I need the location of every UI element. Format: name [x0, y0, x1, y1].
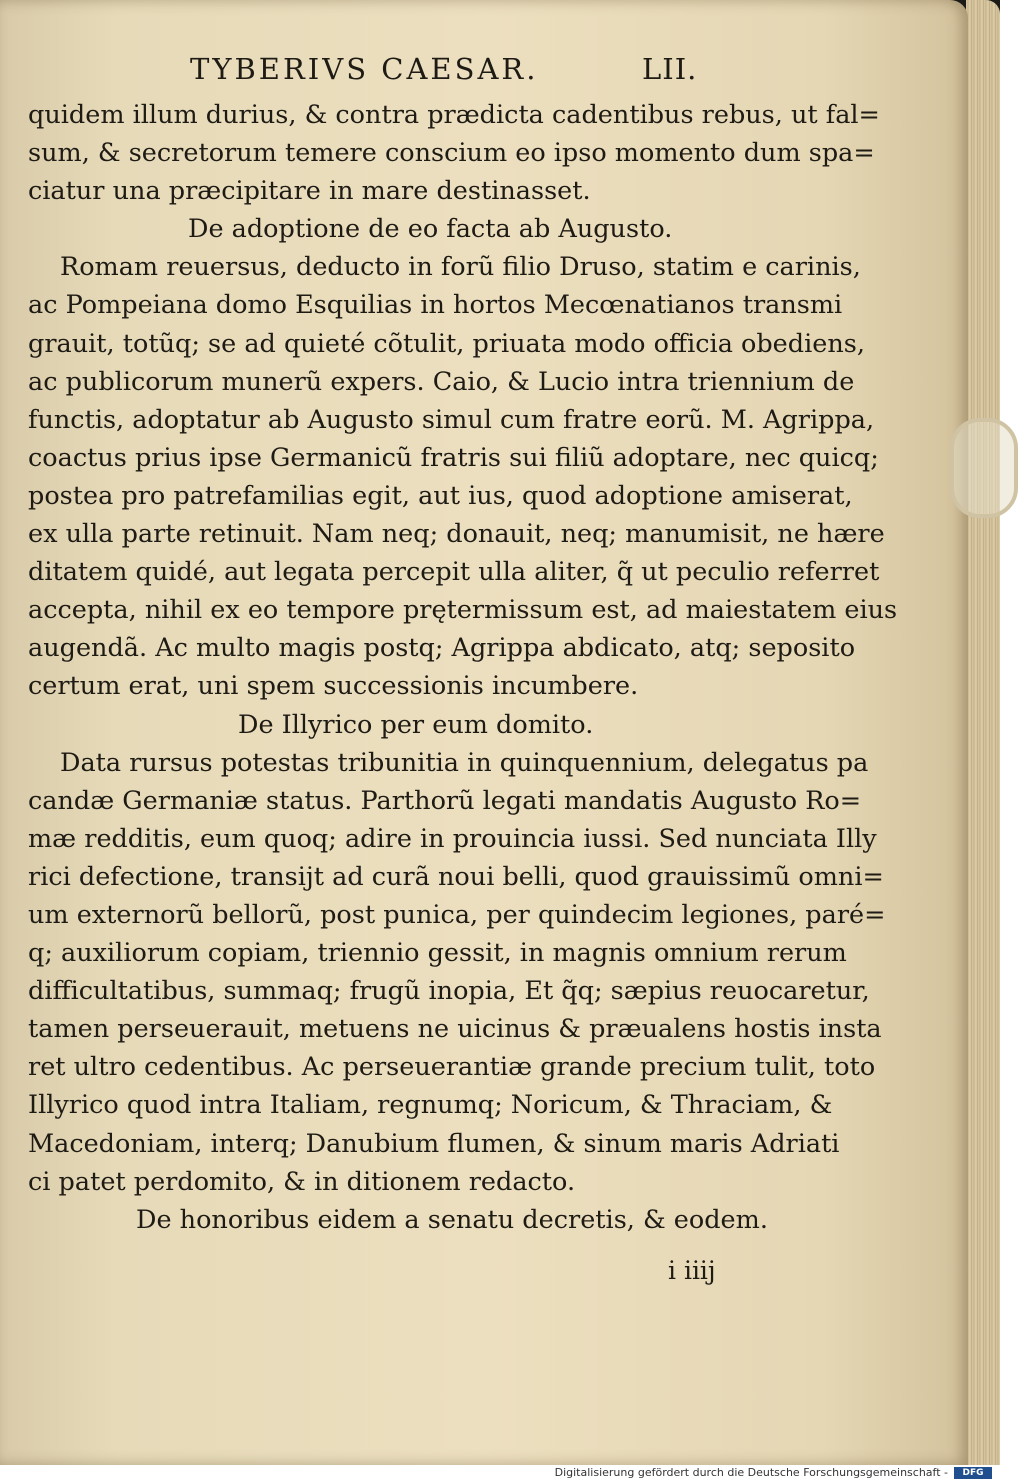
text-line: Macedoniam, interq; Danubium flumen, & sinum maris Adriati	[28, 1128, 840, 1159]
text-line: mæ redditis, eum quoq; adire in prouincia iussi. Sed nunciata Illy	[28, 823, 877, 854]
text-line: ci patet perdomito, & in ditionem redacto.	[28, 1166, 576, 1197]
section-heading-illyricum: De Illyrico per eum domito.	[238, 709, 594, 740]
running-title: TYBERIVS CAESAR.	[190, 52, 539, 86]
footer-bar	[0, 1465, 1000, 1481]
page-header	[190, 52, 710, 92]
text-line: tamen perseuerauit, metuens ne uicinus & præualens hostis insta	[28, 1014, 882, 1045]
folio-number: LII.	[642, 52, 698, 86]
text-line: um externorũ bellorũ, post punica, per quindecim legiones, paré=	[28, 899, 886, 930]
section-heading-adoption: De adoptione de eo facta ab Augusto.	[188, 214, 673, 245]
text-line: ac Pompeiana domo Esquilias in hortos Mecœnatianos transmi	[28, 290, 843, 321]
signature-mark: i iiij	[668, 1256, 716, 1285]
body-text	[28, 96, 898, 1239]
text-line: q; auxiliorum copiam, triennio gessit, in magnis omnium rerum	[28, 938, 847, 969]
text-line: Data rursus potestas tribunitia in quinquennium, delegatus pa	[60, 747, 869, 778]
text-line: augendã. Ac multo magis postq; Agrippa abdicato, atq; seposito	[28, 633, 856, 664]
text-line: rici defectione, transijt ad curã noui belli, quod grauissimũ omni=	[28, 861, 884, 892]
text-line: difficultatibus, summaq; frugũ inopia, Et q̃q; sæpius reuocaretur,	[28, 976, 870, 1007]
text-line: coactus prius ipse Germanicũ fratris sui filiũ adoptare, nec quicq;	[28, 442, 879, 473]
text-line: Romam reuersus, deducto in forũ filio Druso, statim e carinis,	[60, 252, 861, 283]
dfg-logo-icon: DFG	[954, 1467, 992, 1479]
text-line: ac publicorum munerũ expers. Caio, & Lucio intra triennium de	[28, 366, 855, 397]
text-line: ret ultro cedentibus. Ac perseuerantiæ grande precium tulit, toto	[28, 1052, 876, 1083]
text-line: ditatem quidé, aut legata percepit ulla aliter, q̃ ut peculio referret	[28, 557, 880, 588]
text-line: functis, adoptatur ab Augusto simul cum fratre eorũ. M. Agrippa,	[28, 404, 875, 435]
text-line: grauit, totũq; se ad quieté cõtulit, priuata modo officia obediens,	[28, 328, 865, 359]
text-line: sum, & secretorum temere conscium eo ipso momento dum spa=	[28, 138, 875, 169]
text-line: accepta, nihil ex eo tempore prętermissum est, ad maiestatem eius	[28, 595, 898, 626]
text-line: postea pro patrefamilias egit, aut ius, quod adoptione amiserat,	[28, 480, 853, 511]
text-line: ciatur una præcipitare in mare destinasset.	[28, 176, 591, 207]
text-line: quidem illum durius, & contra prædicta cadentibus rebus, ut fal=	[28, 100, 880, 130]
book-clasp	[950, 418, 1018, 518]
text-line: ex ulla parte retinuit. Nam neq; donauit, neq; manumisit, ne hære	[28, 519, 885, 550]
text-line: Illyrico quod intra Italiam, regnumq; Noricum, & Thraciam, &	[28, 1090, 833, 1121]
text-line: candæ Germaniæ status. Parthorũ legati mandatis Augusto Ro=	[28, 785, 862, 816]
page-edges	[966, 0, 1000, 1465]
funding-note: Digitalisierung gefördert durch die Deutsche Forschungsgemeinschaft -	[554, 1466, 948, 1479]
text-line: certum erat, uni spem successionis incumbere.	[28, 671, 639, 702]
section-heading-honors: De honoribus eidem a senatu decretis, & eodem.	[136, 1204, 768, 1235]
